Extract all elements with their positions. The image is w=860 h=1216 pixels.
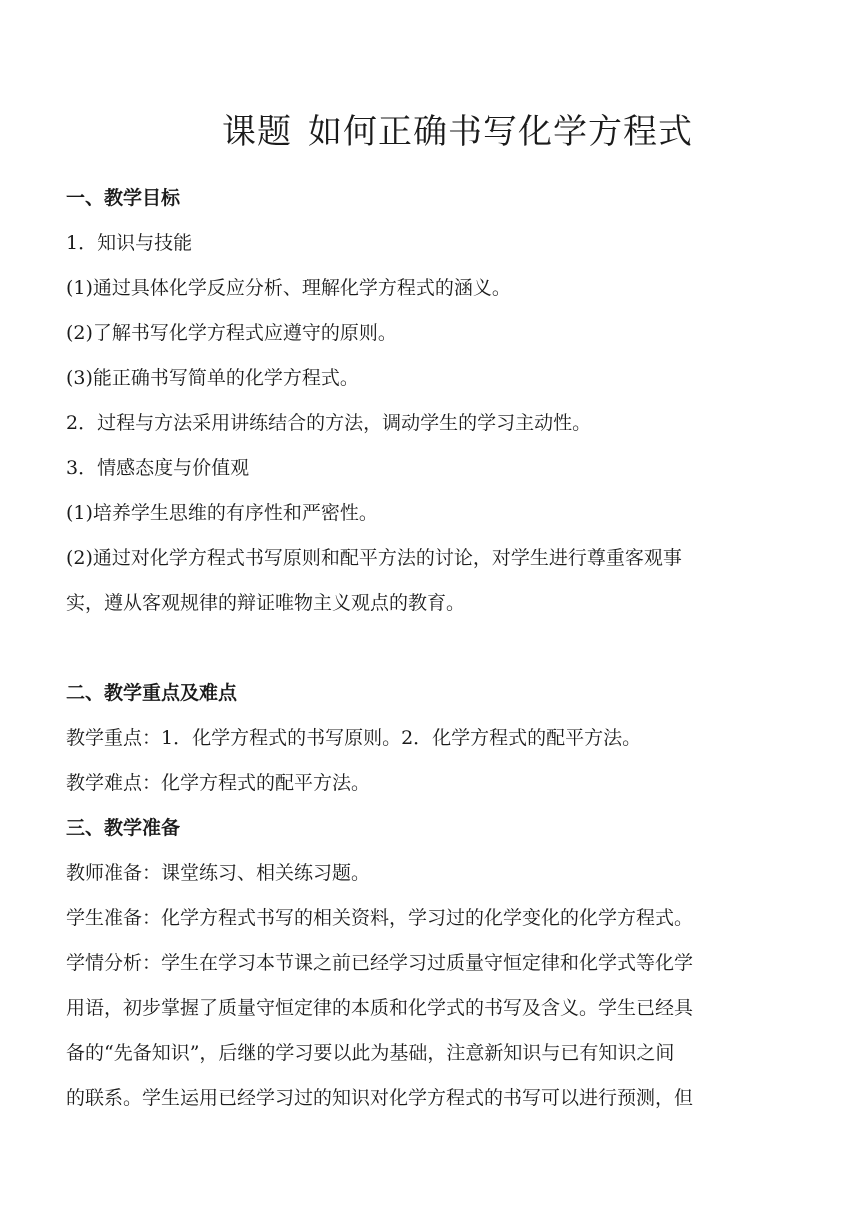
section-heading-key-points: 二、教学重点及难点 bbox=[66, 682, 238, 704]
section-heading-preparation: 三、教学准备 bbox=[66, 817, 181, 839]
objective-knowledge-2: (2)了解书写化学方程式应遵守的原则。 bbox=[66, 322, 397, 344]
objective-process: 2．过程与方法采用讲练结合的方法，调动学生的学习主动性。 bbox=[66, 412, 592, 434]
learner-analysis-line1: 学情分析：学生在学习本节课之前已经学习过质量守恒定律和化学式等化学 bbox=[66, 952, 694, 974]
learner-analysis-line2: 用语，初步掌握了质量守恒定律的本质和化学式的书写及含义。学生已经具 bbox=[66, 997, 694, 1019]
objective-attitude-1: (1)培养学生思维的有序性和严密性。 bbox=[66, 502, 378, 524]
title-prefix: 课题 bbox=[222, 112, 292, 152]
objective-attitude-2-line2: 实，遵从客观规律的辩证唯物主义观点的教育。 bbox=[66, 592, 466, 614]
learner-analysis-line4: 的联系。学生运用已经学习过的知识对化学方程式的书写可以进行预测，但 bbox=[66, 1087, 694, 1109]
page-title bbox=[222, 104, 746, 153]
objective-knowledge-1: (1)通过具体化学反应分析、理解化学方程式的涵义。 bbox=[66, 277, 511, 299]
teacher-preparation: 教师准备：课堂练习、相关练习题。 bbox=[66, 862, 371, 884]
objective-knowledge: 1．知识与技能 bbox=[66, 232, 193, 254]
teaching-difficulty: 教学难点：化学方程式的配平方法。 bbox=[66, 772, 371, 794]
objective-attitude: 3．情感态度与价值观 bbox=[66, 457, 250, 479]
section-heading-objectives: 一、教学目标 bbox=[66, 187, 181, 209]
objective-attitude-2-line1: (2)通过对化学方程式书写原则和配平方法的讨论，对学生进行尊重客观事 bbox=[66, 547, 682, 569]
objective-knowledge-3: (3)能正确书写简单的化学方程式。 bbox=[66, 367, 359, 389]
title-main: 如何正确书写化学方程式 bbox=[308, 112, 693, 152]
student-preparation: 学生准备：化学方程式书写的相关资料，学习过的化学变化的化学方程式。 bbox=[66, 907, 694, 929]
teaching-key-points: 教学重点：1．化学方程式的书写原则。2．化学方程式的配平方法。 bbox=[66, 727, 642, 749]
learner-analysis-line3: 备的“先备知识”，后继的学习要以此为基础，注意新知识与已有知识之间 bbox=[66, 1042, 675, 1064]
